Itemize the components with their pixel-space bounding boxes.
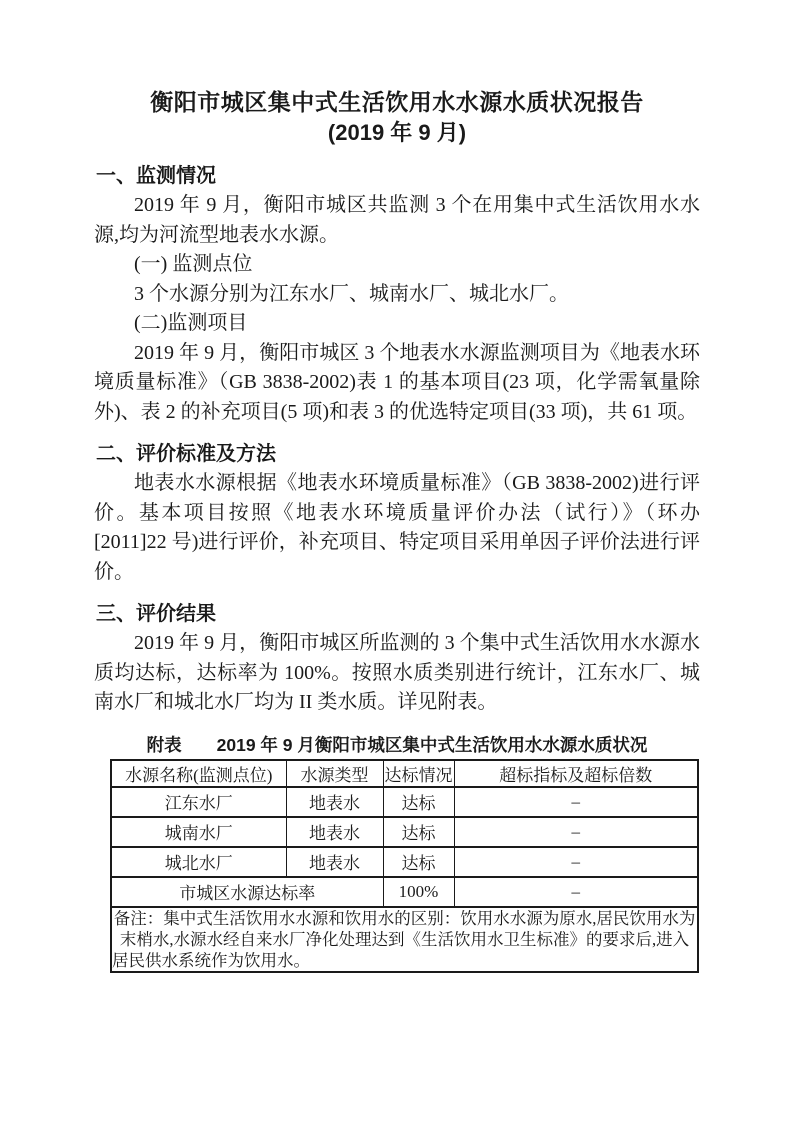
table-row: [111, 847, 698, 877]
cell-source-name: 江东水厂: [111, 787, 286, 817]
table-note: 备注：集中式生活饮用水水源和饮用水的区别：饮用水水源为原水,居民饮用水为末梢水,水源水经自来水厂净化处理达到《生活饮用水卫生标准》的要求后,进入居民供水系统作为饮用水。: [111, 907, 698, 972]
water-quality-table: [110, 759, 699, 973]
paragraph-subheading-points: (一) 监测点位: [134, 253, 253, 275]
cell-summary-rate: 100%: [383, 877, 454, 907]
cell-source-type: 地表水: [286, 787, 383, 817]
paragraph-subheading-items: (二)监测项目: [134, 312, 248, 334]
paragraph: 地表水水源根据《地表水环境质量标准》（GB 3838-2002)进行评价。基本项目按照《地表水环境质量评价办法（试行）》（环办[2011]22 号)进行评价，补充项目、特定项目采用单因子评价法进行评价。: [94, 472, 700, 583]
cell-exceedance: –: [454, 787, 698, 817]
cell-exceedance: –: [454, 817, 698, 847]
table-caption-title: 2019 年 9 月衡阳市城区集中式生活饮用水水源水质状况: [216, 734, 648, 755]
cell-compliance: 达标: [383, 817, 454, 847]
cell-compliance: 达标: [383, 847, 454, 877]
cell-exceedance: –: [454, 847, 698, 877]
table-header-row: [111, 760, 698, 787]
paragraph: 3 个水源分别为江东水厂、城南水厂、城北水厂。: [134, 282, 569, 305]
column-header-compliance: 达标情况: [383, 760, 454, 787]
section-heading-results: 三、评价结果: [96, 603, 216, 625]
cell-source-name: 城北水厂: [111, 847, 286, 877]
cell-summary-exceedance: –: [454, 877, 698, 907]
cell-compliance: 达标: [383, 787, 454, 817]
cell-source-name: 城南水厂: [111, 817, 286, 847]
section-heading-standards: 二、评价标准及方法: [96, 443, 276, 465]
table-summary-row: [111, 877, 698, 907]
report-subtitle: (2019 年 9 月): [327, 120, 467, 145]
cell-source-type: 地表水: [286, 817, 383, 847]
cell-source-type: 地表水: [286, 847, 383, 877]
table-note-row: [111, 907, 698, 972]
paragraph: 2019 年 9 月，衡阳市城区共监测 3 个在用集中式生活饮用水水源,均为河流型地表水水源。: [94, 194, 700, 246]
table-caption-label: 附表: [146, 734, 182, 755]
paragraph: 2019 年 9 月，衡阳市城区所监测的 3 个集中式生活饮用水水源水质均达标，达标率为 100%。按照水质类别进行统计，江东水厂、城南水厂和城北水厂均为 II 类水质。详见附表。: [94, 632, 700, 713]
table-row: [111, 787, 698, 817]
table-row: [111, 817, 698, 847]
column-header-exceedance: 超标指标及超标倍数: [454, 760, 698, 787]
column-header-source-type: 水源类型: [286, 760, 383, 787]
cell-summary-label: 市城区水源达标率: [111, 877, 383, 907]
section-heading-monitoring: 一、监测情况: [96, 165, 216, 187]
report-title: 衡阳市城区集中式生活饮用水水源水质状况报告: [150, 89, 644, 115]
column-header-source-name: 水源名称(监测点位): [111, 760, 286, 787]
table-caption: [94, 734, 700, 756]
paragraph: 2019 年 9 月，衡阳市城区 3 个地表水水源监测项目为《地表水环境质量标准》（GB 3838-2002)表 1 的基本项目(23 项，化学需氧量除外)、表 2 的补充项目(5 项)和表 3 的优选特定项目(33 项)，共 61 项。: [94, 341, 700, 423]
